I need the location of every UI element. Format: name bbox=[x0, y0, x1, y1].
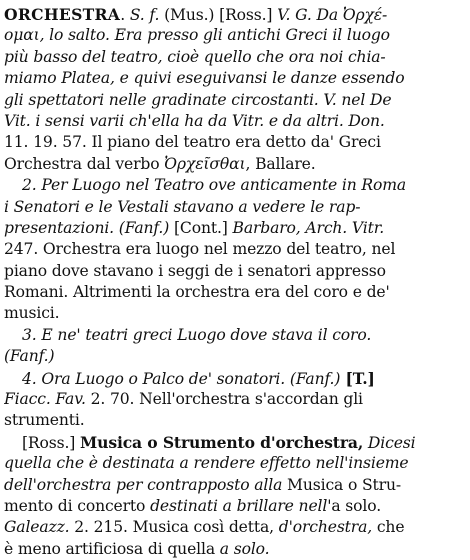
text-segment: [Ross.] bbox=[22, 433, 81, 452]
entry-line bbox=[4, 154, 466, 175]
text-segment: mento di concerto bbox=[4, 496, 151, 515]
text-segment: ομαι, lo salto. Era presso gli antichi Greci il luogo bbox=[4, 26, 390, 45]
text-segment: (Mus.) [Ross.] bbox=[159, 6, 278, 24]
text-segment: Galeazz. bbox=[4, 518, 70, 537]
text-segment: a solo. bbox=[331, 496, 381, 515]
entry-line bbox=[4, 453, 466, 474]
entry-line bbox=[4, 432, 466, 453]
entry-line bbox=[4, 239, 466, 260]
entry-line bbox=[4, 346, 466, 367]
entry-line bbox=[4, 410, 466, 431]
text-segment: Fiacc. Fav. bbox=[4, 390, 86, 409]
text-segment: . bbox=[120, 6, 130, 24]
text-segment: 247. Orchestra era luogo nel mezzo del teatro, nel bbox=[4, 240, 396, 259]
text-segment: è meno artificiosa di quella bbox=[4, 539, 220, 558]
text-segment: musici. bbox=[4, 304, 60, 323]
entry-line bbox=[4, 475, 466, 496]
text-segment: quella che è destinata a rendere effetto nell'insieme bbox=[4, 454, 409, 473]
text-segment: piano dove stavano i seggi de i senatori appresso bbox=[4, 261, 386, 280]
entry-line bbox=[4, 90, 466, 111]
text-segment: destinati a brillare nell' bbox=[150, 496, 332, 515]
text-segment: Vit. i sensi varii ch'ella ha da Vitr. e da altri. Don. bbox=[4, 111, 385, 130]
text-segment: dell'orchestra per contrapposto alla bbox=[4, 475, 288, 494]
headword: ORCHESTRA bbox=[4, 5, 121, 24]
text-segment: (Fanf.) bbox=[4, 347, 55, 366]
text-segment: , Ballare. bbox=[245, 154, 316, 173]
entry-line bbox=[4, 175, 466, 196]
text-segment: Musica o Strumento d'orchestra, bbox=[80, 432, 364, 452]
text-segment: miamo Platea, e quivi eseguivansi le danze essendo bbox=[4, 69, 405, 88]
text-segment: strumenti. bbox=[4, 411, 85, 430]
dictionary-entry bbox=[4, 4, 466, 560]
text-segment: 3. E ne' teatri greci Luogo dove stava il coro. bbox=[22, 325, 372, 344]
text-segment: Ὀρχεῖσθαι bbox=[164, 154, 246, 173]
text-segment: 11. 19. 57. Il piano del teatro era detto da' Greci bbox=[4, 133, 381, 152]
entry-line bbox=[4, 4, 466, 25]
text-segment: Dicesi bbox=[363, 433, 416, 452]
entry-line bbox=[4, 132, 466, 153]
text-segment: V. G. Da Ὀρχέ- bbox=[277, 6, 388, 24]
entry-line bbox=[4, 496, 466, 517]
text-segment: Barbaro, Arch. Vitr. bbox=[232, 218, 385, 237]
entry-line bbox=[4, 47, 466, 68]
text-segment: 2. Per Luogo nel Teatro ove anticamente in Roma bbox=[22, 176, 407, 195]
text-segment: Orchestra dal verbo bbox=[4, 154, 165, 173]
text-segment: presentazioni. (Fanf.) bbox=[4, 218, 170, 237]
text-segment: gli spettatori nelle gradinate circostanti. V. nel De bbox=[4, 90, 392, 109]
entry-line bbox=[4, 282, 466, 303]
entry-line bbox=[4, 197, 466, 218]
text-segment: a solo. bbox=[219, 539, 270, 558]
entry-line bbox=[4, 25, 466, 46]
text-segment: [Cont.] bbox=[169, 218, 233, 237]
entry-line bbox=[4, 368, 466, 389]
entry-line bbox=[4, 218, 466, 239]
text-segment: più basso del teatro, cioè quello che ora noi chia- bbox=[4, 47, 386, 66]
text-segment: Musica o Stru- bbox=[287, 475, 401, 494]
entry-line bbox=[4, 517, 466, 538]
entry-line bbox=[4, 261, 466, 282]
text-segment: 2. 215. Musica così detta, bbox=[69, 518, 279, 537]
entry-line bbox=[4, 389, 466, 410]
text-segment: i Senatori e le Vestali stavano a vedere le rap- bbox=[4, 197, 361, 216]
text-segment: 4. Ora Luogo o Palco de' sonatori. (Fanf.) bbox=[22, 369, 341, 388]
text-segment: S. f. bbox=[129, 6, 160, 24]
text-segment: d'orchestra, bbox=[278, 518, 373, 537]
text-segment: che bbox=[372, 518, 405, 537]
text-segment: Romani. Altrimenti la orchestra era del coro e de' bbox=[4, 283, 390, 302]
text-segment: [T.] bbox=[340, 368, 375, 388]
entry-line bbox=[4, 325, 466, 346]
entry-line bbox=[4, 303, 466, 324]
entry-line bbox=[4, 68, 466, 89]
text-segment: 2. 70. Nell'orchestra s'accordan gli bbox=[85, 390, 363, 409]
entry-line bbox=[4, 111, 466, 132]
